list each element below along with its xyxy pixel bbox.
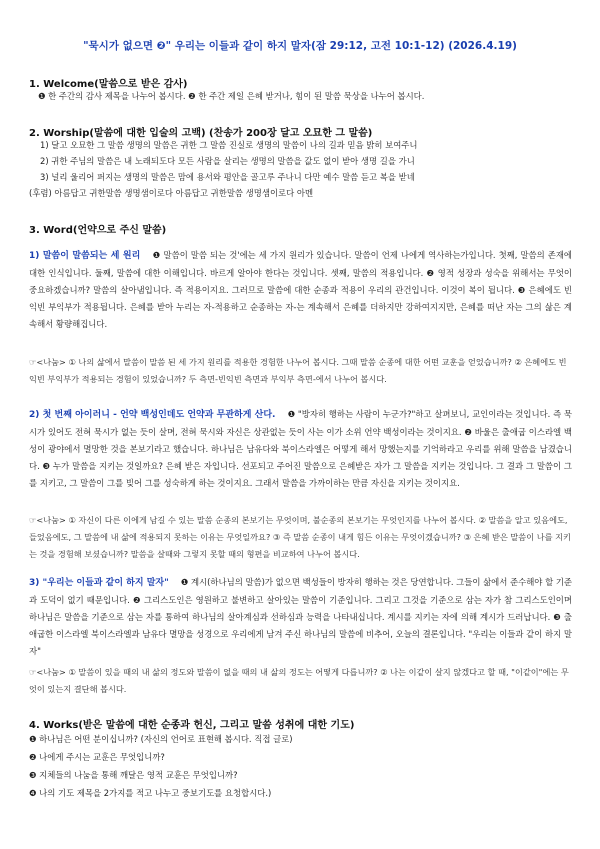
hymn-refrain: (후렴) 아름답고 귀한말씀 생명샘이로다 아름답고 귀한말씀 생명샘이로다 아멘 [29, 188, 314, 198]
works-item-2: ❷ 나에게 주시는 교훈은 무엇입니까? [29, 752, 165, 762]
discussion-2: ☞<나눔> ① 자신이 다른 이에게 남길 수 있는 말씀 순종의 본보기는 무엇이며, 불순종의 본보기는 무엇인지를 나누어 봅시다. ② 말씀을 알고 있음에도, 들었음에도, 그 말씀에 내 삶에 적용되지 못하는 이유는 무엇일까요? ③ 즉 말씀 순종이 내게 힘든 이유는 무엇이겠습니까? ③ 은혜 받은 말씀이 나를 지키는 것을 경험해 보셨습니까? 말씀을 살때와 그렇지 못할 때의 형편을 비교하여 나누어 봅시다. [29, 515, 571, 559]
point-1-title: 1) 말씀이 말씀되는 세 원리 [29, 251, 141, 261]
hymn-verse-1: 1) 달고 오묘한 그 말씀 생명의 말씀은 귀한 그 말씀 진실로 생명의 말씀이 나의 길과 믿음 밝히 보여주니 [40, 140, 418, 150]
point-1 [29, 247, 572, 333]
works-heading: 4. Works(받은 말씀에 대한 순종과 헌신, 그리고 말씀 성취에 대한 기도) [29, 720, 355, 731]
point-3-body: ❶ 계시(하나님의 말씀)가 없으면 백성들이 방자히 행하는 것은 당연합니다. 그들이 삶에서 준수해야 할 기준과 도덕이 없기 때문입니다. ❷ 그리스도인은 영원하고 불변하고 살아있는 말씀이 기준입니다. 그리고 그것을 기준으로 삼는 자가 참 그리스도인이며 하나님은 말씀을 기준으로 삼는 자를 통하여 하나님의 살아계심과 선하심과 능력을 나타내십니다. 계시를 지키는 자에 의해 계시가 드러납니다. ❸ 출애굽한 이스라엘 북이스라엘과 남유다 멸망을 성경으로 우리에게 남겨 주신 하나님의 말씀에 비추어, 오늘의 결론입니다. "우리는 이들과 같이 하지 말자" [29, 577, 573, 656]
discussion-1: ☞<나눔> ① 나의 삶에서 말씀이 말씀 된 세 가지 원리를 적용한 경험한 나누어 봅시다. 그때 말씀 순종에 대한 어떤 교훈을 얻었습니까? ② 은혜에도 빈익빈 부익부가 적용되는 경험이 있었습니까? 두 측면-빈익빈 측면과 부익부 측면-에서 나누어 봅시다. [29, 357, 567, 384]
welcome-line: ❶ 한 주간의 감사 제목을 나누어 봅시다. ❷ 한 주간 제일 은혜 받거나, 힘이 된 말씀 묵상을 나누어 봅시다. [38, 91, 425, 101]
works-item-4: ❹ 나의 기도 제목을 2가지를 적고 나누고 중보기도를 요청합시다.) [29, 788, 272, 798]
discussion-3: ☞<나눔> ① 말씀이 있을 때의 내 삶의 정도와 말씀이 없을 때의 내 삶의 정도는 어떻게 다릅니까? ② 나는 이같이 살지 않겠다고 할 때, "이같이"에는 무엇이 있는지 결단해 봅시다. [29, 667, 569, 694]
word-heading: 3. Word(언약으로 주신 말씀) [29, 225, 167, 236]
point-2-body: ❶ "방자히 행하는 사람이 누군가?"하고 살펴보니, 교인이라는 것입니다. 즉 묵시가 있어도 전혀 묵시가 없는 듯이 살며, 전혀 묵시와 자신은 상관없는 듯이 사는 이가 소위 언약 백성이라는 것이지요. ❷ 바울은 출애굽 이스라엘 백성이 광야에서 멸망한 것을 본보기라고 했습니다. 하나님은 남유다와 북이스라엘은 어떻게 해서 망했는지를 기억하라고 우리를 위해 말씀을 남겼습니다. ❸ 누가 말씀을 지키는 것일까요? 은혜 받은 자입니다. 선포되고 주어진 말씀으로 은혜받은 자가 그 말씀을 지키는 것입니다. 그 결과 그 말씀이 그를 지키고, 그 말씀이 그를 빚어 그를 성숙하게 하는 것이지요. 그래서 말씀을 가까이하는 만큼 자신을 지키는 것이지요. [29, 409, 572, 488]
hymn-verse-2: 2) 귀한 주님의 말씀은 내 노래되도다 모든 사람을 살리는 생명의 말씀을 값도 없이 받아 생명 길을 가니 [40, 156, 415, 166]
worship-heading: 2. Worship(말씀에 대한 입술의 고백) (찬송가 200장 달고 오묘한 그 말씀) [29, 128, 373, 139]
point-1-body: ❶ 말씀이 말씀 되는 것'에는 세 가지 원리가 있습니다. 말씀이 언제 나에게 역사하는가입니다. 첫째, 말씀의 존재에 대한 인식입니다. 둘째, 말씀에 대한 이해입니다. 바르게 알아야 한다는 것입니다. 셋째, 말씀의 적용입니다. ❷ 영적 성장과 성숙을 위해서는 무엇이 중요하겠습니까? 말씀의 살아냄입니다. 즉 적용이지요. 그러므로 말씀에 대한 순종과 적용이 우리의 관건입니다. 이것이 복이 됩니다. ❸ 은혜에도 빈익빈 부익부가 적용됩니다. 은혜를 받아 누리는 자-적용하고 순종하는 자-는 계속해서 은혜를 더하지만 강하여지지만, 은혜를 떠난 자는 그의 삶은 계속해서 황량해집니다. [29, 250, 572, 329]
point-3-title: 3) "우리는 이들과 같이 하지 말자" [29, 578, 169, 588]
hymn-verse-3: 3) 널리 울리어 퍼지는 생명의 말씀은 맘에 용서와 평안을 골고루 주나니 다만 예수 말씀 듣고 복을 받네 [40, 172, 415, 182]
works-item-3: ❸ 지체들의 나눔을 통해 깨달은 영적 교훈은 무엇입니까? [29, 770, 238, 780]
point-2 [29, 406, 572, 492]
page-title: "묵시가 없으면 ❷" 우리는 이들과 같이 하지 말자(잠 29:12, 고전 10:1-12) (2026.4.19) [83, 40, 517, 52]
welcome-heading: 1. Welcome(말씀으로 받은 감사) [29, 79, 188, 90]
point-3 [29, 574, 572, 660]
works-item-1: ❶ 하나님은 어떤 분이십니까? (자신의 언어로 표현해 봅시다. 직접 글로) [29, 734, 293, 744]
point-2-title: 2) 첫 번째 아이러니 - 언약 백성인데도 언약과 무관하게 산다. [29, 410, 276, 420]
